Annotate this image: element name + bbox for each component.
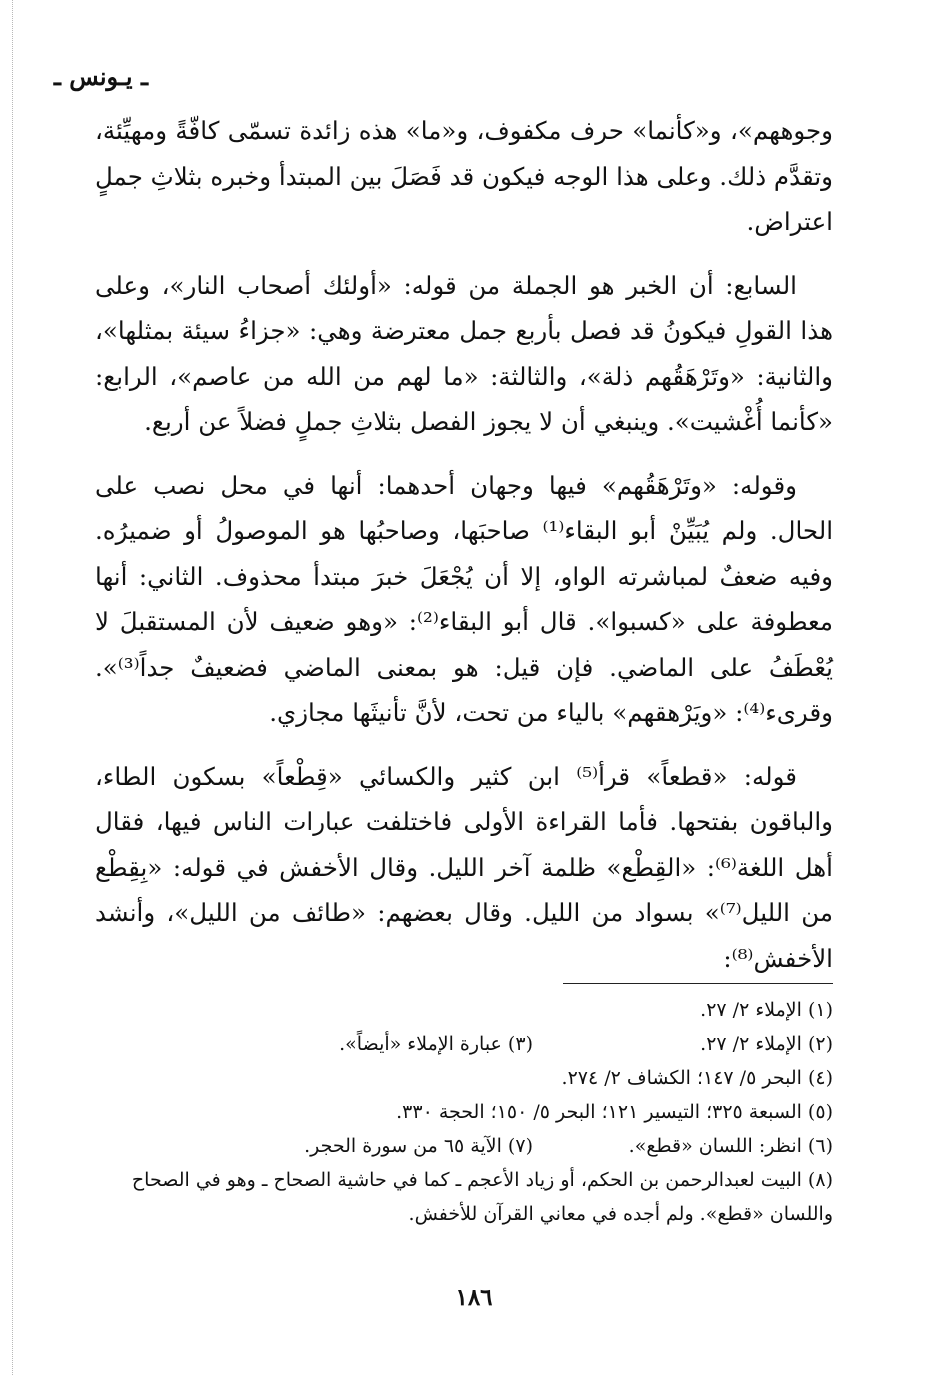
footnote-6: (٦) انظر: اللسان «قطع». [628, 1135, 833, 1157]
paragraph: قوله: «قطعاً» قرأ⁽⁵⁾ ابن كثير والكسائي «قِطْعاً» بسكون الطاء، والباقون بفتحها. فأما القراءة الأولى فاختلفت عبارات الناس فيها، فقال أهل اللغة⁽⁶⁾: «القِطْع» ظلمة آخر الليل. وقال الأخفش في قوله: «بِقِطْع من الليل⁽⁷⁾» بسواد من الليل. وقال بعضهم: «طائف من الليل»، وأنشد الأخفش⁽⁸⁾: [95, 761, 833, 973]
footnotes [95, 993, 833, 1231]
footnote-8: (٨) البيت لعبدالرحمن بن الحكم، أو زياد الأعجم ـ كما في حاشية الصحاح ـ وهو في الصحاح واللسان «قطع». ولم أجده في معاني القرآن للأخفش. [131, 1169, 833, 1225]
paragraph: السابع: أن الخبر هو الجملة من قوله: «أولئك أصحاب النار»، وعلى هذا القولِ فيكونُ قد فصل بأربع جمل معترضة وهي: «جزاءُ سيئة بمثلها»، والثانية: «وتَرْهَقُهم ذلة»، والثالثة: «ما لهم من الله من عاصم»، الرابع: «كأنما أُغْشيت». وينبغي أن لا يجوز الفصل بثلاثِ جملٍ فضلاً عن أربع. [95, 270, 833, 436]
footnote-row [95, 993, 833, 1027]
footnote-divider [563, 983, 833, 984]
footnote-5: (٥) السبعة ٣٢٥؛ التيسير ١٢١؛ البحر ٥/ ١٥٠؛ الحجة ٣٣٠. [396, 1101, 833, 1123]
footnote-row [95, 1095, 833, 1129]
paragraph: وجوههم»، و«كأنما» حرف مكفوف، و«ما» هذه زائدة تسمّى كافّةً ومهيِّئة، وتقدَّم ذلك. وعلى هذا الوجه فيكون قد فَصَلَ بين المبتدأ وخبره بثلاثِ جملٍ اعتراض. [95, 116, 833, 236]
footnote-1: (١) الإملاء ٢/ ٢٧. [700, 999, 833, 1021]
footnote-3: (٣) عبارة الإملاء «أيضاً». [339, 1033, 533, 1055]
footnote-7: (٧) الآية ٦٥ من سورة الحجر. [304, 1135, 533, 1157]
footnote-2: (٢) الإملاء ٢/ ٢٧. [700, 1033, 833, 1055]
footnote-4: (٤) البحر ٥/ ١٤٧؛ الكشاف ٢/ ٢٧٤. [561, 1067, 833, 1089]
footnote-row [95, 1061, 833, 1095]
footnote-row [95, 1129, 833, 1163]
paragraph: وقوله: «وتَرْهَقُهم» فيها وجهان أحدهما: أنها في محل نصب على الحال. ولم يُبَيِّنْ أبو البقاء⁽¹⁾ صاحبَها، وصاحبُها هو الموصولُ أو ضميرُه. وفيه ضعفٌ لمباشرته الواو، إلا أن يُجْعَلَ خبرَ مبتدأ محذوف. الثاني: أنها معطوفة على «كسبوا». قال أبو البقاء⁽²⁾: «وهو ضعيف لأن المستقبلَ لا يُعْطَفُ على الماضي. فإن قيل: هو بمعنى الماضي فضعيفٌ جداً⁽³⁾». وقرىء⁽⁴⁾: «ويَرْهقهم» بالياء من تحت، لأنَّ تأنيثَها مجازي. [95, 470, 833, 727]
footnote-row [95, 1027, 833, 1061]
page-number: ١٨٦ [455, 1284, 493, 1311]
page-edge-margin [12, 0, 13, 1375]
running-header: ـ يـونس ـ [53, 62, 148, 91]
main-text [95, 108, 833, 999]
